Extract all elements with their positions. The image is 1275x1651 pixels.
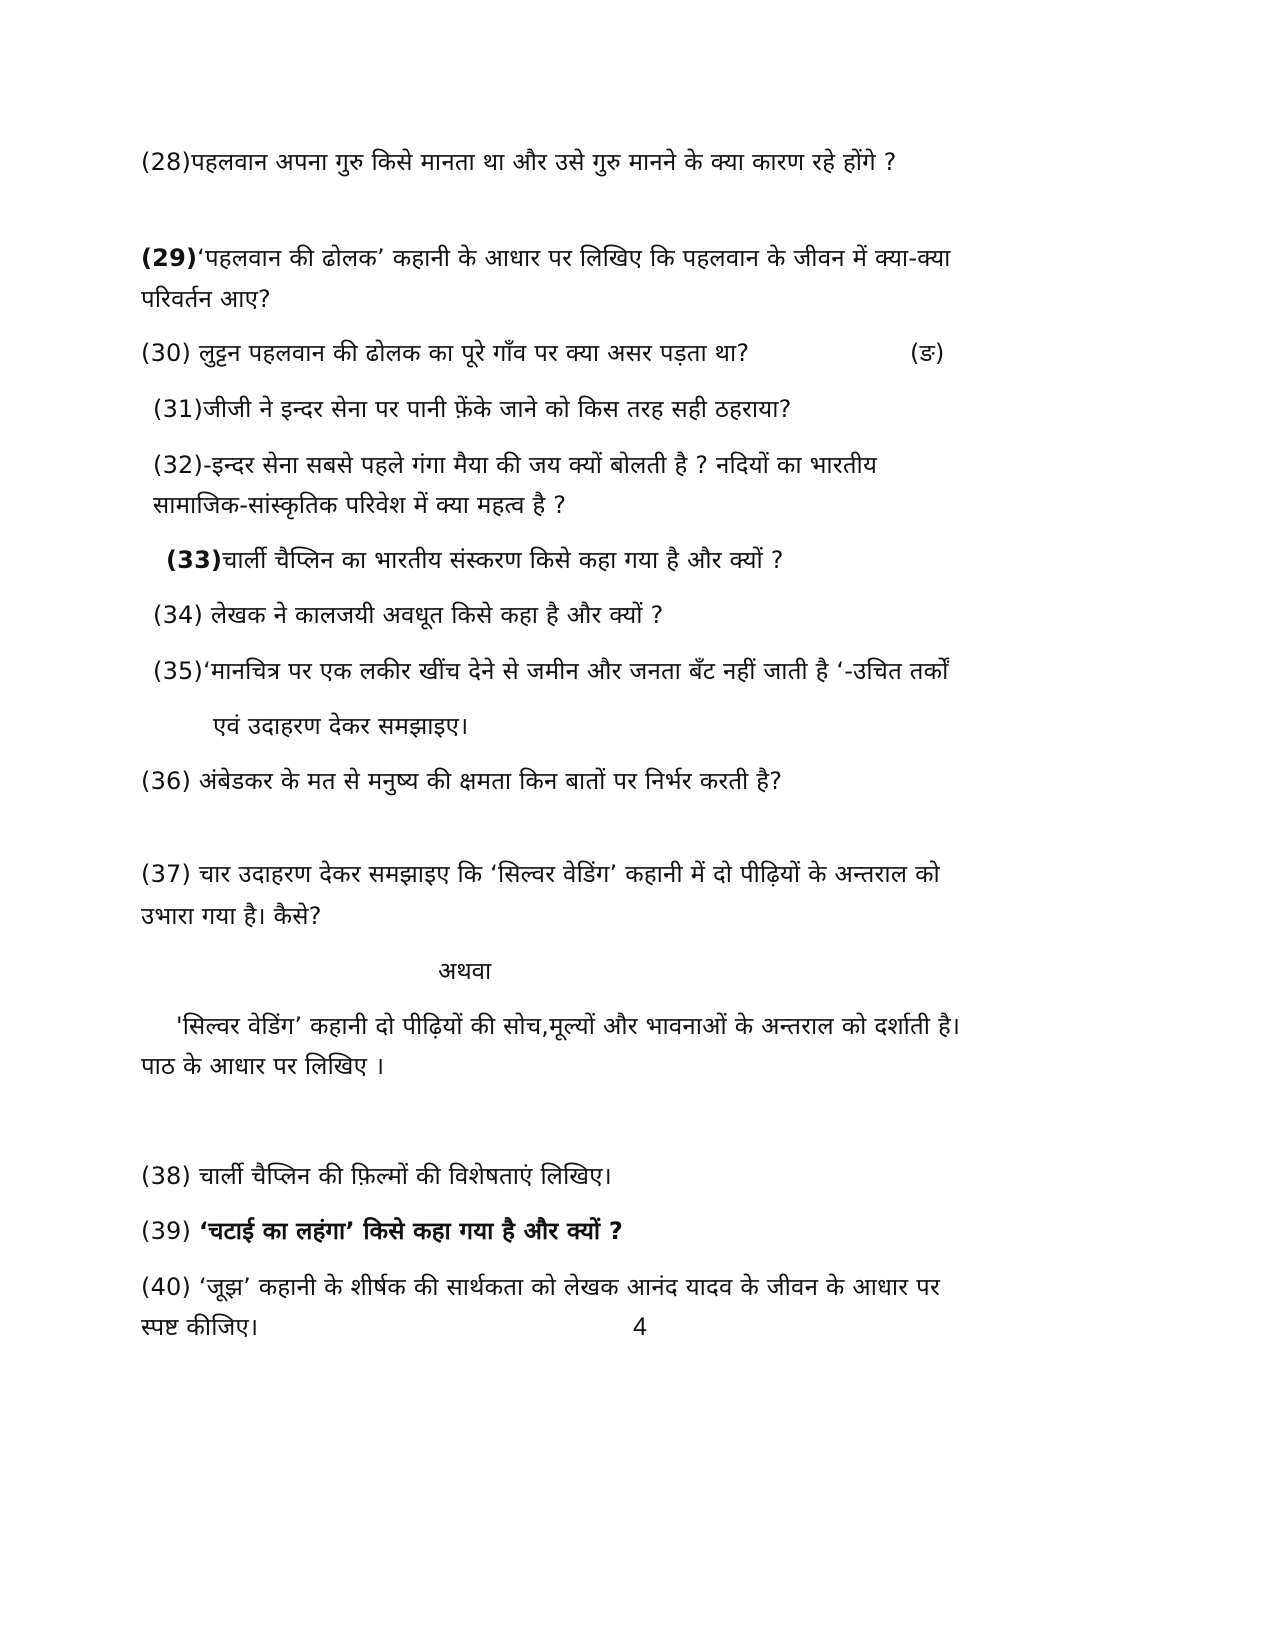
question-35-line-1	[153, 655, 949, 687]
question-40-text-1: (40) ‘जूझ’ कहानी के शीर्षक की सार्थकता को लेखक आनंद यादव के जीवन के आधार पर	[141, 1273, 940, 1301]
question-31	[153, 393, 792, 425]
question-37-alt-text-2: पाठ के आधार पर लिखिए ।	[141, 1052, 385, 1080]
question-32-line-2	[153, 489, 566, 521]
question-34	[153, 599, 663, 631]
or-label-text: अथवा	[438, 957, 492, 985]
question-28-text: (28)पहलवान अपना गुरु किसे मानता था और उसे गुरु मानने के क्या कारण रहे होंगे ?	[141, 148, 897, 176]
question-35-text-2: एवं उदाहरण देकर समझाइए।	[213, 712, 469, 740]
question-29-line-2	[141, 283, 271, 315]
question-29-line-1	[141, 242, 951, 274]
question-31-text: (31)जीजी ने इन्दर सेना पर पानी फ़ेंके जाने को किस तरह सही ठहराया?	[153, 395, 792, 423]
question-29-text-1: ‘पहलवान की ढोलक’ कहानी के आधार पर लिखिए कि पहलवान के जीवन में क्या-क्या	[197, 244, 951, 272]
section-marker: (ङ)	[910, 339, 945, 367]
question-30-marker	[910, 337, 945, 369]
question-37-alt-text-1: 'सिल्वर वेडिंग’ कहानी दो पीढ़ियों की सोच,मूल्यों और भावनाओं के अन्तराल को दर्शाती है।	[176, 1012, 961, 1040]
question-37-line-1	[141, 858, 940, 890]
question-40-line-2	[141, 1311, 258, 1343]
question-38-text: (38) चार्ली चैप्लिन की फ़िल्मों की विशेषताएं लिखिए।	[141, 1162, 612, 1190]
question-32-text-1: (32)-इन्दर सेना सबसे पहले गंगा मैया की जय क्यों बोलती है ? नदियों का भारतीय	[153, 451, 878, 479]
question-33-text: चार्ली चैप्लिन का भारतीय संस्करण किसे कहा गया है और क्यों ?	[222, 546, 784, 574]
question-37-alt-line-1	[176, 1010, 960, 1042]
question-37-alt-line-2	[141, 1050, 384, 1082]
question-37-text-2: उभारा गया है। कैसे?	[141, 902, 322, 930]
question-40-text-2: स्पष्ट कीजिए।	[141, 1313, 259, 1341]
question-36	[141, 765, 782, 797]
question-29-number: (29)	[141, 244, 198, 272]
question-37-line-2	[141, 900, 322, 932]
question-39-number: (39)	[141, 1217, 192, 1245]
question-37-text-1: (37) चार उदाहरण देकर समझाइए कि ‘सिल्वर वेडिंग’ कहानी में दो पीढ़ियों के अन्तराल को	[141, 860, 940, 888]
question-39-text: ‘चटाई का लहंगा’ किसे कहा गया है और क्यों ?	[198, 1217, 624, 1245]
question-33-number: (33)	[166, 546, 223, 574]
question-38	[141, 1160, 612, 1192]
page-number	[633, 1311, 647, 1343]
question-30-text: (30) लुट्टन पहलवान की ढोलक का पूरे गाँव पर क्या असर पड़ता था?	[141, 339, 750, 367]
or-label	[438, 955, 491, 987]
page-number-text: 4	[633, 1313, 647, 1341]
question-29-text-2: परिवर्तन आए?	[141, 285, 271, 313]
question-39	[141, 1215, 623, 1247]
question-32-text-2: सामाजिक-सांस्कृतिक परिवेश में क्या महत्व है ?	[153, 491, 567, 519]
question-36-text: (36) अंबेडकर के मत से मनुष्य की क्षमता किन बातों पर निर्भर करती है?	[141, 767, 783, 795]
question-35-line-2	[213, 710, 468, 742]
question-33	[166, 544, 784, 576]
question-28	[141, 146, 897, 178]
question-35-text-1: (35)‘मानचित्र पर एक लकीर खींच देने से जमीन और जनता बँट नहीं जाती है ‘-उचित तर्कों	[153, 657, 949, 685]
question-32-line-1	[153, 449, 877, 481]
question-34-text: (34) लेखक ने कालजयी अवधूत किसे कहा है और क्यों ?	[153, 601, 664, 629]
question-40-line-1	[141, 1271, 940, 1303]
question-30	[141, 337, 749, 369]
